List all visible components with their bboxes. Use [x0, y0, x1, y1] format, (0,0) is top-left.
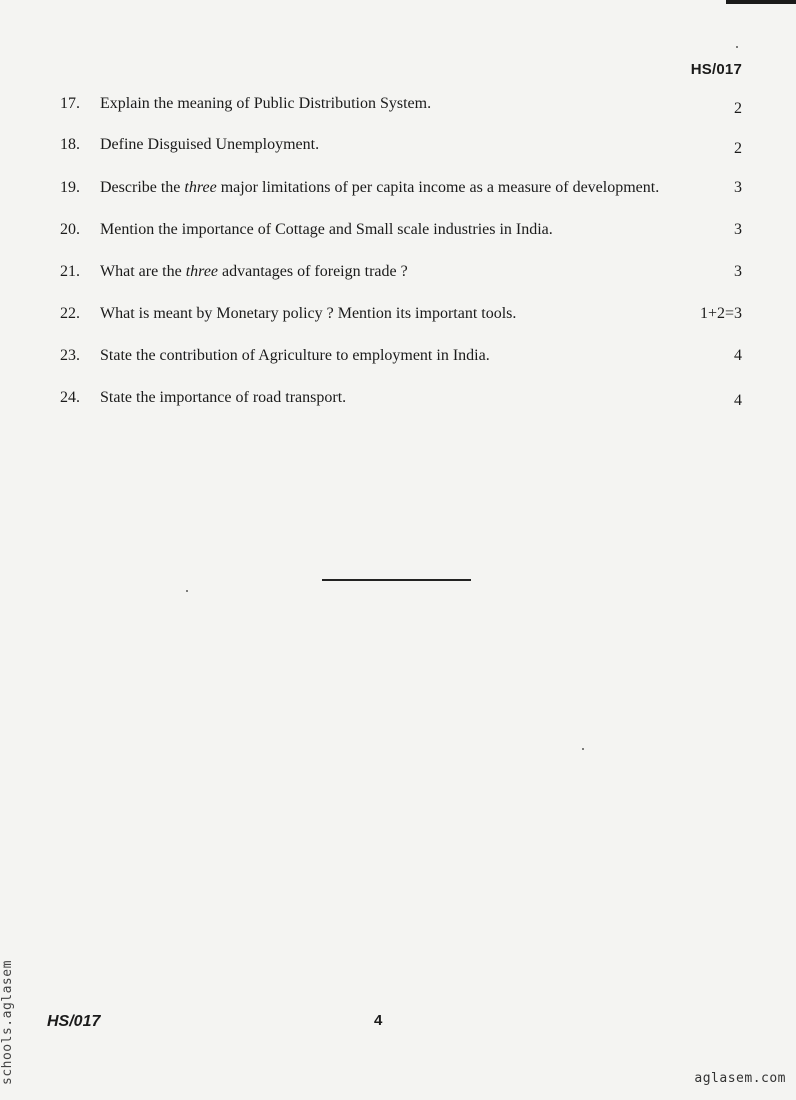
question-number: 22. — [60, 305, 80, 322]
scan-speck — [582, 748, 584, 750]
question-marks: 2 — [734, 100, 742, 117]
side-watermark: schools.aglasem — [0, 960, 15, 1085]
question-item — [0, 387, 796, 409]
question-number: 18. — [60, 136, 80, 153]
question-number: 20. — [60, 221, 80, 238]
question-marks: 1+2=3 — [699, 305, 742, 322]
question-text: What is meant by Monetary policy ? Mention its important tools. — [100, 305, 517, 322]
question-item — [0, 261, 796, 283]
question-item — [0, 134, 796, 156]
scan-speck — [186, 590, 188, 592]
paper-code-footer: HS/017 — [47, 1013, 101, 1030]
question-text: Define Disguised Unemployment. — [100, 136, 320, 153]
question-marks: 4 — [734, 347, 742, 364]
question-text: Describe the three major limitations of per capita income as a measure of development. — [100, 179, 660, 196]
scan-speck — [736, 46, 738, 48]
end-of-paper-rule — [322, 579, 471, 581]
question-item — [0, 177, 796, 199]
paper-code-header: HS/017 — [690, 61, 742, 78]
question-number: 24. — [60, 389, 80, 406]
page-number: 4 — [374, 1012, 383, 1029]
question-number: 23. — [60, 347, 80, 364]
question-marks: 2 — [734, 140, 742, 157]
question-item — [0, 345, 796, 367]
question-marks: 3 — [734, 179, 742, 196]
question-text: State the importance of road transport. — [100, 389, 347, 406]
question-item — [0, 303, 796, 325]
question-marks: 4 — [734, 392, 742, 409]
question-text: What are the three advantages of foreign trade ? — [100, 263, 408, 280]
question-text: State the contribution of Agriculture to employment in India. — [100, 347, 490, 364]
question-marks: 3 — [734, 221, 742, 238]
question-marks: 3 — [734, 263, 742, 280]
question-number: 17. — [60, 95, 80, 112]
question-text: Explain the meaning of Public Distribution System. — [100, 95, 432, 112]
question-number: 19. — [60, 179, 80, 196]
top-edge-rule — [726, 0, 796, 4]
question-item — [0, 219, 796, 241]
corner-watermark: aglasem.com — [694, 1071, 786, 1086]
question-text: Mention the importance of Cottage and Small scale industries in India. — [100, 221, 553, 238]
question-number: 21. — [60, 263, 80, 280]
question-item — [0, 93, 796, 115]
